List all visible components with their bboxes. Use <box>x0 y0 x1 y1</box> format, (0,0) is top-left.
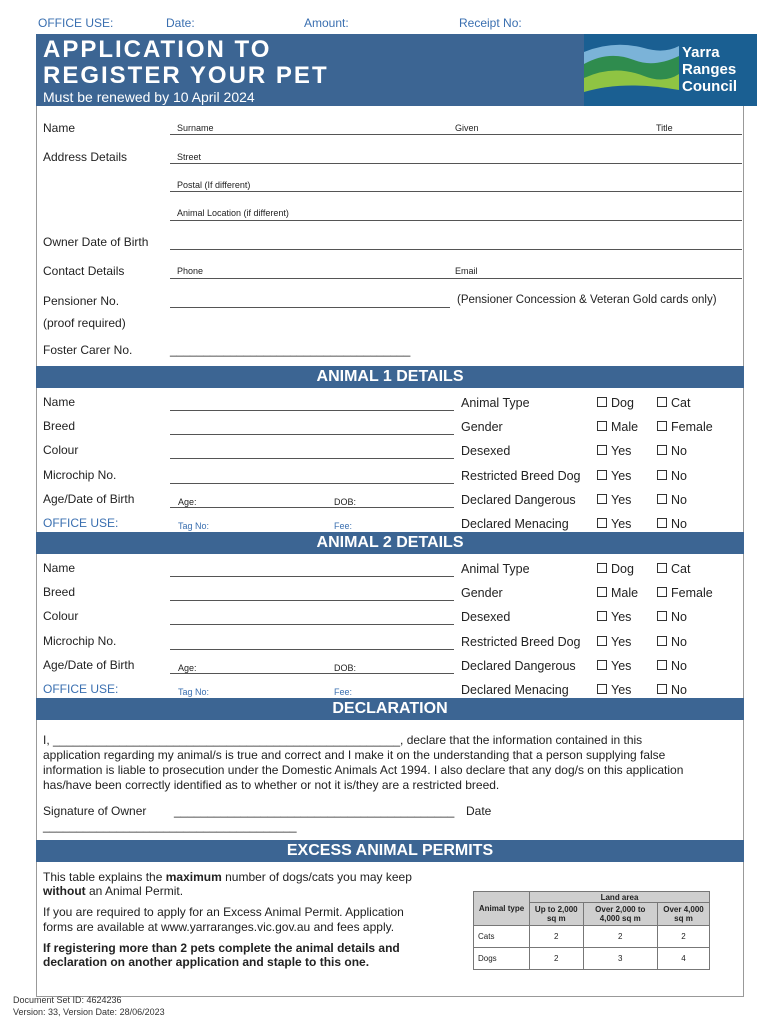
animal1-age-field[interactable] <box>170 507 454 508</box>
pensioner-field[interactable] <box>170 307 450 308</box>
animal2-checkbox[interactable] <box>597 587 607 597</box>
proof-required: (proof required) <box>43 316 126 330</box>
animal2-checkbox[interactable] <box>597 636 607 646</box>
animal1-option-a: Yes <box>611 517 632 531</box>
office-use-label: OFFICE USE: <box>38 16 114 30</box>
animal1-checkbox[interactable] <box>597 470 607 480</box>
excess-p1-line2: without an Animal Permit. <box>43 884 184 898</box>
table-cell: 3 <box>583 948 657 970</box>
declaration-line4: has/have been correctly identified as to whether or not it is/they are a restricted breed. <box>43 778 500 792</box>
document-id: Document Set ID: 4624236 <box>13 995 122 1005</box>
animal1-option-question: Desexed <box>461 444 511 459</box>
animal1-option-question: Restricted Breed Dog <box>461 468 581 483</box>
pensioner-label: Pensioner No. <box>43 294 120 308</box>
animal1-option-b: No <box>671 468 687 483</box>
owner-name-field[interactable] <box>170 134 742 135</box>
animal1-option-a: Yes <box>611 492 632 507</box>
animal2-option-question: Desexed <box>461 610 511 625</box>
animal2-checkbox[interactable] <box>657 660 667 670</box>
animal2-option-question: Restricted Breed Dog <box>461 634 581 649</box>
animal2-checkbox[interactable] <box>657 587 667 597</box>
table-cell: 2 <box>657 926 709 948</box>
declaration-line1: I, ____________________________________________________, declare that the information contained in this <box>43 733 643 747</box>
animal1-checkbox[interactable] <box>597 518 607 528</box>
form-title-line2: REGISTER YOUR PET <box>43 62 329 89</box>
animal-type-header: Animal type <box>474 892 530 926</box>
animal1-office-label: OFFICE USE: <box>43 516 119 530</box>
postal-label: Postal (If different) <box>177 180 251 190</box>
animal2-option-b: No <box>671 610 687 625</box>
animal2-checkbox[interactable] <box>657 611 667 621</box>
animal1-microchip-label: Microchip No. <box>43 467 117 482</box>
signature-label: Signature of Owner <box>43 804 147 818</box>
animal2-option-b: Cat <box>671 562 691 576</box>
office-receipt-label: Receipt No: <box>459 16 522 30</box>
animal2-checkbox[interactable] <box>597 611 607 621</box>
animal2-option-a: Male <box>611 586 639 601</box>
signature-field[interactable]: __________________________________________ <box>174 804 455 818</box>
animal2-breed-field[interactable] <box>170 600 454 601</box>
animal2-option-a: Yes <box>611 634 632 649</box>
form-title-line1: APPLICATION TO <box>43 36 272 63</box>
animal2-option-question: Gender <box>461 586 503 601</box>
foster-carer-field[interactable]: ____________________________________ <box>170 343 411 357</box>
pensioner-note: (Pensioner Concession & Veteran Gold cards only) <box>457 294 717 306</box>
animal2-checkbox[interactable] <box>657 563 667 573</box>
animal2-checkbox[interactable] <box>597 660 607 670</box>
title-label: Title <box>656 123 673 133</box>
declaration-date-label: Date <box>466 804 492 818</box>
declaration-line3: information is liable to prosecution under the Domestic Animals Act 1994. I also declare that any dog/s on this application <box>43 763 684 777</box>
excess-p3-line1: If registering more than 2 pets complete the animal details and <box>43 941 400 955</box>
animal1-tag-label: Tag No: <box>178 521 210 531</box>
owner-name-label: Name <box>43 121 76 135</box>
animal1-dob-sub: DOB: <box>334 496 357 507</box>
animal1-option-b: Female <box>671 420 713 435</box>
animal1-option-a: Yes <box>611 444 632 459</box>
animal1-checkbox[interactable] <box>597 397 607 407</box>
animal1-checkbox[interactable] <box>657 470 667 480</box>
excess-p3-line2: declaration on another application and staple to this one. <box>43 955 370 969</box>
owner-dob-field[interactable] <box>170 249 742 250</box>
foster-carer-label: Foster Carer No. <box>43 343 133 357</box>
animal1-name-label: Name <box>43 395 76 409</box>
given-label: Given <box>455 123 479 133</box>
animal1-microchip-field[interactable] <box>170 483 454 484</box>
council-name: Yarra Ranges Council <box>682 44 737 95</box>
animal2-option-a: Dog <box>611 562 634 576</box>
contact-label: Contact Details <box>43 264 125 278</box>
animal1-breed-label: Breed <box>43 419 76 434</box>
animal2-colour-label: Colour <box>43 609 79 624</box>
animal2-heading: ANIMAL 2 DETAILS <box>36 532 744 554</box>
col-header: Over 4,000 sq m <box>657 903 709 926</box>
table-cell: 4 <box>657 948 709 970</box>
animal2-age-sub: Age: <box>178 662 197 673</box>
declaration-line2: application regarding my animal/s is true and correct and I make it on the understanding that a person supplying false <box>43 748 666 762</box>
animal1-age-label: Age/Date of Birth <box>43 491 135 506</box>
surname-label: Surname <box>177 123 214 133</box>
postal-field[interactable] <box>170 191 742 192</box>
table-cell: Cats <box>474 926 530 948</box>
animal1-colour-field[interactable] <box>170 458 454 459</box>
declaration-heading: DECLARATION <box>36 698 744 720</box>
animal2-option-b: No <box>671 658 687 673</box>
animal1-option-b: No <box>671 517 687 531</box>
animal2-option-b: No <box>671 683 687 697</box>
animal2-option-question: Declared Dangerous <box>461 658 576 673</box>
animal1-name-field[interactable] <box>170 410 454 411</box>
table-cell: 2 <box>583 926 657 948</box>
animal1-option-question: Declared Dangerous <box>461 492 576 507</box>
permit-table <box>473 891 710 970</box>
animal2-option-b: No <box>671 634 687 649</box>
animal2-option-question: Declared Menacing <box>461 683 569 697</box>
animal1-checkbox[interactable] <box>597 494 607 504</box>
office-date-label: Date: <box>166 16 195 30</box>
animal1-option-question: Gender <box>461 420 503 435</box>
animal1-checkbox[interactable] <box>657 518 667 528</box>
animal2-option-b: Female <box>671 586 713 601</box>
excess-heading: EXCESS ANIMAL PERMITS <box>36 840 744 862</box>
phone-label: Phone <box>177 266 204 276</box>
animal1-option-a: Male <box>611 420 639 435</box>
animal2-fee-label: Fee: <box>334 687 353 697</box>
animal2-microchip-field[interactable] <box>170 649 454 650</box>
animal1-option-a: Dog <box>611 396 634 410</box>
street-field[interactable] <box>170 163 742 164</box>
animal1-checkbox[interactable] <box>657 494 667 504</box>
animal-location-label: Animal Location (if different) <box>177 208 289 218</box>
animal2-colour-field[interactable] <box>170 624 454 625</box>
excess-p2-line2: forms are available at www.yarraranges.vic.gov.au and fees apply. <box>43 920 395 934</box>
form-header <box>36 34 584 106</box>
animal2-checkbox[interactable] <box>657 684 667 694</box>
table-row <box>474 926 710 948</box>
council-logo <box>584 34 757 106</box>
animal1-fee-label: Fee: <box>334 521 353 531</box>
excess-p2-line1: If you are required to apply for an Excess Animal Permit. Application <box>43 905 404 919</box>
animal1-checkbox[interactable] <box>657 397 667 407</box>
table-row <box>474 948 710 970</box>
animal2-breed-label: Breed <box>43 585 76 600</box>
animal1-checkbox[interactable] <box>657 421 667 431</box>
animal1-option-b: No <box>671 492 687 507</box>
animal2-tag-label: Tag No: <box>178 687 210 697</box>
animal2-option-a: Yes <box>611 610 632 625</box>
animal2-checkbox[interactable] <box>597 684 607 694</box>
office-amount-label: Amount: <box>304 16 349 30</box>
animal1-option-question: Animal Type <box>461 396 530 410</box>
animal1-colour-label: Colour <box>43 443 79 458</box>
animal2-age-field[interactable] <box>170 673 454 674</box>
street-label: Street <box>177 152 202 162</box>
table-cell: 2 <box>530 948 584 970</box>
land-area-header: Land area <box>530 892 710 903</box>
animal1-age-sub: Age: <box>178 496 197 507</box>
declaration-extra-line[interactable]: ______________________________________ <box>43 819 297 833</box>
email-label: Email <box>455 266 478 276</box>
animal2-microchip-label: Microchip No. <box>43 633 117 648</box>
animal2-checkbox[interactable] <box>597 563 607 573</box>
animal2-dob-sub: DOB: <box>334 662 357 673</box>
animal1-heading: ANIMAL 1 DETAILS <box>36 366 744 388</box>
col-header: Up to 2,000 sq m <box>530 903 584 926</box>
animal2-checkbox[interactable] <box>657 636 667 646</box>
contact-field[interactable] <box>170 278 742 279</box>
excess-p1-line1: This table explains the maximum number of dogs/cats you may keep <box>43 870 412 884</box>
animal2-option-a: Yes <box>611 683 632 697</box>
animal1-checkbox[interactable] <box>597 421 607 431</box>
address-label: Address Details <box>43 150 128 164</box>
animal-location-field[interactable] <box>170 220 742 221</box>
animal2-age-label: Age/Date of Birth <box>43 657 135 672</box>
table-cell: Dogs <box>474 948 530 970</box>
renewal-subtitle: Must be renewed by 10 April 2024 <box>43 89 255 105</box>
animal2-name-label: Name <box>43 561 76 575</box>
version-info: Version: 33, Version Date: 28/06/2023 <box>13 1007 165 1017</box>
animal1-option-question: Declared Menacing <box>461 517 569 531</box>
table-cell: 2 <box>530 926 584 948</box>
animal2-office-label: OFFICE USE: <box>43 682 119 696</box>
owner-dob-label: Owner Date of Birth <box>43 235 149 249</box>
animal1-option-b: Cat <box>671 396 691 410</box>
animal1-breed-field[interactable] <box>170 434 454 435</box>
animal1-option-a: Yes <box>611 468 632 483</box>
col-header: Over 2,000 to 4,000 sq m <box>583 903 657 926</box>
animal2-name-field[interactable] <box>170 576 454 577</box>
animal2-option-question: Animal Type <box>461 562 530 576</box>
animal2-option-a: Yes <box>611 658 632 673</box>
animal1-option-b: No <box>671 444 687 459</box>
animal1-checkbox[interactable] <box>657 445 667 455</box>
animal1-checkbox[interactable] <box>597 445 607 455</box>
